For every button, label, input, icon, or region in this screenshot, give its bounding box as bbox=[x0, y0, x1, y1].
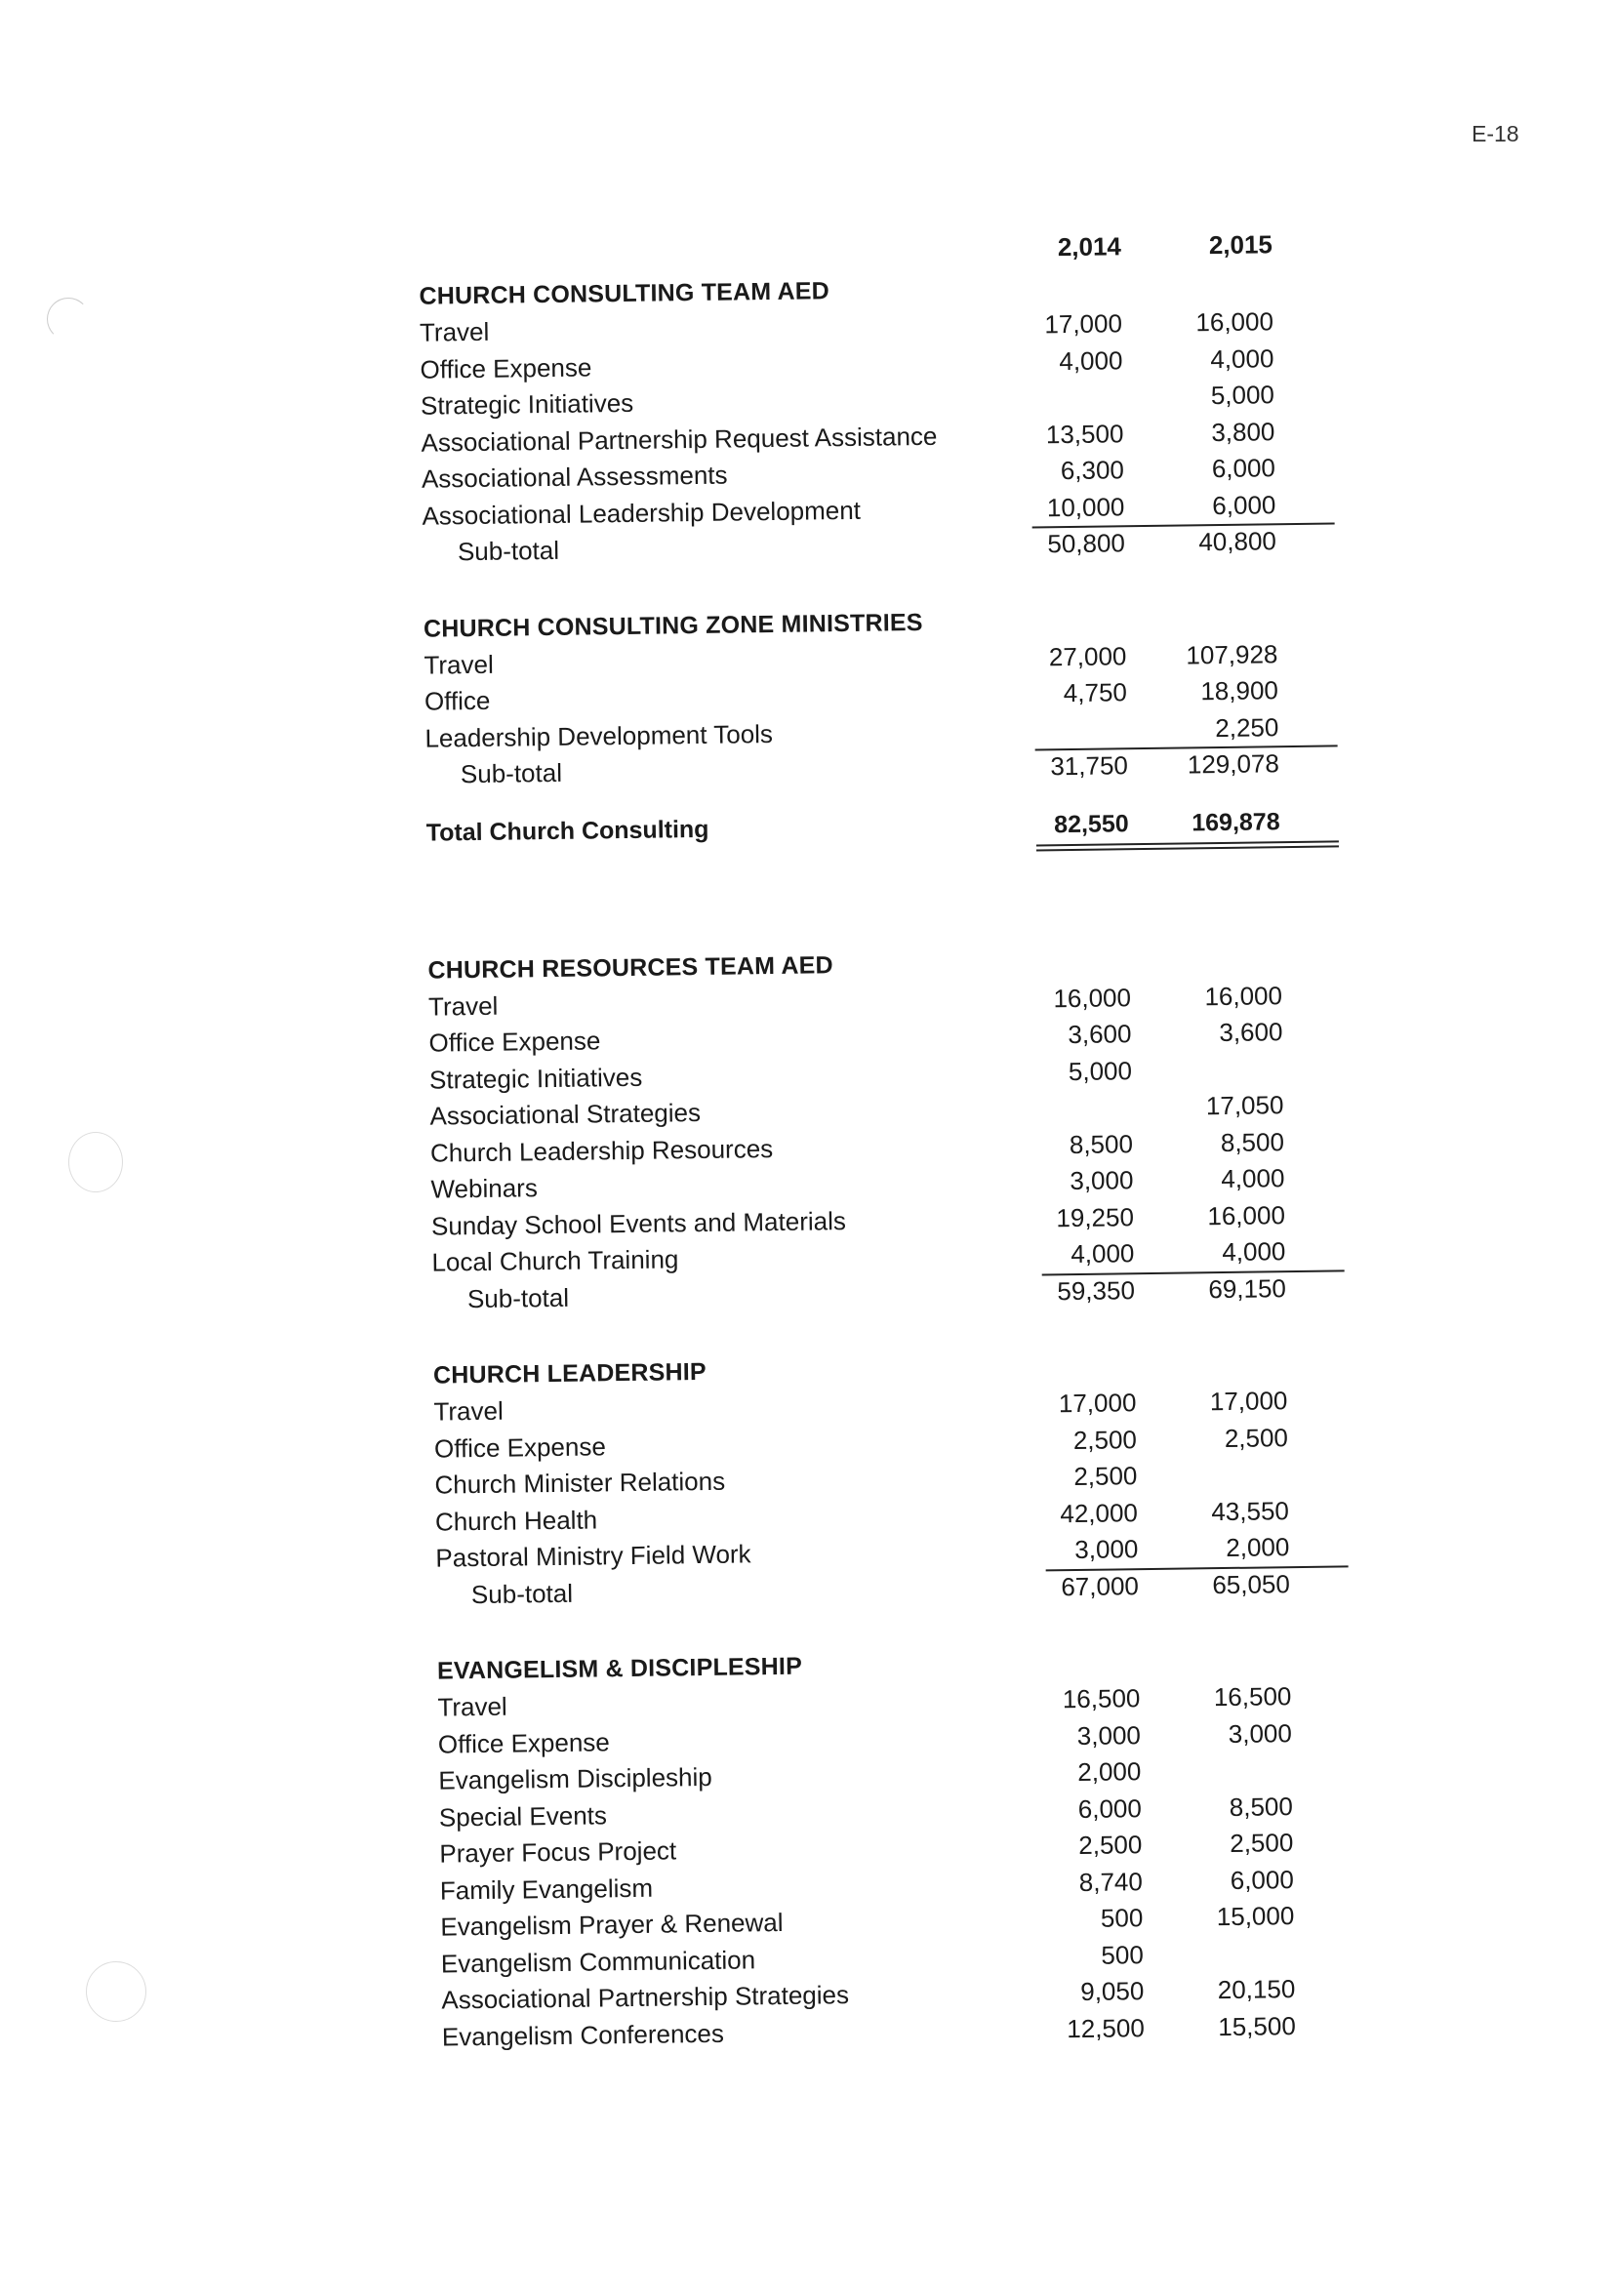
line-item-label: Travel bbox=[433, 1395, 504, 1427]
value-2015: 4,000 bbox=[1221, 1163, 1285, 1194]
value-2014: 4,000 bbox=[1071, 1238, 1135, 1269]
value-2015: 16,500 bbox=[1213, 1681, 1292, 1712]
line-item-label: Local Church Training bbox=[431, 1244, 679, 1277]
value-2014: 27,000 bbox=[1048, 640, 1127, 671]
value-2015: 4,000 bbox=[1210, 342, 1274, 374]
line-item-label: Evangelism Communication bbox=[440, 1944, 756, 1979]
line-item-label: Office Expense bbox=[433, 1430, 606, 1464]
subtotal-value-2015: 65,050 bbox=[1212, 1568, 1291, 1599]
value-2015: 6,000 bbox=[1212, 489, 1276, 520]
value-2015: 3,800 bbox=[1211, 416, 1275, 447]
year-header-2014: 2,014 bbox=[1057, 231, 1122, 262]
value-2015: 6,000 bbox=[1230, 1864, 1295, 1895]
value-2014: 2,500 bbox=[1078, 1830, 1143, 1860]
line-item-label: Prayer Focus Project bbox=[439, 1835, 677, 1869]
line-item-label: Office bbox=[424, 685, 491, 716]
value-2014: 6,300 bbox=[1060, 455, 1125, 486]
line-item-label: Special Events bbox=[438, 1799, 608, 1833]
value-2014: 500 bbox=[1100, 1903, 1144, 1933]
value-2014: 19,250 bbox=[1056, 1201, 1135, 1232]
line-item-label: Office Expense bbox=[420, 351, 592, 384]
subtotal-label: Sub-total bbox=[457, 535, 560, 567]
value-2014: 6,000 bbox=[1077, 1792, 1143, 1824]
line-item-label: Office Expense bbox=[428, 1026, 601, 1058]
line-item-label: Associational Leadership Development bbox=[422, 495, 862, 531]
value-2015: 43,550 bbox=[1211, 1495, 1290, 1526]
value-2015: 20,150 bbox=[1217, 1974, 1296, 2005]
value-2015: 5,000 bbox=[1210, 380, 1275, 411]
value-2014: 4,750 bbox=[1063, 677, 1128, 708]
value-2014: 17,000 bbox=[1044, 308, 1123, 340]
value-2015: 15,000 bbox=[1216, 1901, 1295, 1932]
year-header-2015: 2,015 bbox=[1208, 229, 1273, 261]
section-church-consulting-team-aed bbox=[419, 265, 1350, 571]
line-item-label: Associational Partnership Request Assistance bbox=[421, 421, 938, 458]
line-item-label: Church Minister Relations bbox=[434, 1466, 726, 1500]
page-number: E-18 bbox=[1472, 121, 1519, 146]
subtotal-value-2014: 31,750 bbox=[1050, 750, 1129, 782]
value-2015: 2,500 bbox=[1230, 1828, 1294, 1858]
line-item-label: Strategic Initiatives bbox=[428, 1062, 643, 1095]
value-2014: 2,500 bbox=[1072, 1424, 1138, 1455]
value-2014: 10,000 bbox=[1046, 491, 1125, 522]
section-title: CHURCH LEADERSHIP bbox=[432, 1357, 707, 1390]
line-item-label: Leadership Development Tools bbox=[424, 718, 774, 753]
subtotal-label: Sub-total bbox=[466, 1282, 570, 1313]
value-2014: 8,500 bbox=[1069, 1128, 1134, 1159]
value-2014: 2,500 bbox=[1073, 1461, 1138, 1492]
line-item-label: Associational Partnership Strategies bbox=[441, 1980, 850, 2015]
value-2014: 9,050 bbox=[1080, 1976, 1145, 2006]
value-2015: 107,928 bbox=[1186, 638, 1278, 669]
section-evangelism-and-discipleship bbox=[437, 1640, 1369, 2055]
subtotal-value-2014: 67,000 bbox=[1061, 1570, 1140, 1601]
line-item-label: Pastoral Ministry Field Work bbox=[435, 1539, 751, 1573]
value-2014: 3,600 bbox=[1068, 1019, 1132, 1050]
value-2014: 8,740 bbox=[1078, 1866, 1144, 1897]
total-label: Total Church Consulting bbox=[425, 815, 709, 847]
value-2015: 2,000 bbox=[1226, 1532, 1290, 1562]
value-2014: 17,000 bbox=[1058, 1388, 1137, 1419]
total-value-2014: 82,550 bbox=[1054, 809, 1129, 838]
total-value-2015: 169,878 bbox=[1192, 807, 1280, 836]
subtotal-label: Sub-total bbox=[470, 1578, 574, 1609]
value-2014: 13,500 bbox=[1045, 418, 1124, 449]
value-2015: 8,500 bbox=[1229, 1791, 1294, 1822]
line-item-label: Evangelism Prayer & Renewal bbox=[440, 1907, 784, 1942]
value-2014: 3,000 bbox=[1070, 1165, 1134, 1196]
line-item-label: Travel bbox=[427, 990, 499, 1022]
value-2015: 4,000 bbox=[1222, 1236, 1286, 1268]
value-2015: 17,050 bbox=[1205, 1090, 1284, 1121]
value-2015: 17,000 bbox=[1209, 1386, 1288, 1417]
value-2015: 2,500 bbox=[1224, 1422, 1289, 1453]
line-item-label: Travel bbox=[437, 1691, 507, 1722]
value-2015: 16,000 bbox=[1204, 980, 1283, 1011]
value-2015: 6,000 bbox=[1211, 453, 1276, 484]
line-item-label: Associational Assessments bbox=[421, 460, 728, 494]
value-2015: 16,000 bbox=[1207, 1199, 1286, 1230]
line-item-label: Sunday School Events and Materials bbox=[430, 1205, 847, 1241]
line-item-label: Associational Strategies bbox=[429, 1098, 702, 1131]
line-item-label: Webinars bbox=[430, 1173, 539, 1204]
value-2014: 4,000 bbox=[1059, 344, 1123, 376]
line-item-label: Travel bbox=[424, 649, 494, 680]
section-title: CHURCH CONSULTING ZONE MINISTRIES bbox=[423, 608, 923, 643]
value-2014: 12,500 bbox=[1067, 2012, 1145, 2043]
value-2015: 15,500 bbox=[1218, 2010, 1296, 2041]
value-2014: 5,000 bbox=[1068, 1055, 1133, 1086]
section-church-resources-team-aed bbox=[427, 940, 1359, 1318]
value-2015: 2,250 bbox=[1215, 711, 1279, 743]
section-title: EVANGELISM & DISCIPLESHIP bbox=[436, 1652, 803, 1685]
line-item-label: Family Evangelism bbox=[439, 1873, 654, 1906]
line-item-label: Strategic Initiatives bbox=[420, 387, 634, 421]
church-resources-sections bbox=[427, 940, 1369, 2056]
value-2015: 16,000 bbox=[1195, 306, 1274, 338]
subtotal-label: Sub-total bbox=[460, 757, 563, 789]
section-church-consulting-zone-ministries bbox=[424, 598, 1353, 793]
value-2014: 3,000 bbox=[1076, 1719, 1142, 1751]
value-2015: 3,000 bbox=[1228, 1717, 1293, 1749]
value-2014: 16,000 bbox=[1053, 982, 1132, 1013]
line-item-label: Church Leadership Resources bbox=[429, 1133, 774, 1168]
value-2014: 42,000 bbox=[1060, 1497, 1139, 1528]
line-item-label: Church Health bbox=[434, 1504, 598, 1537]
section-church-leadership bbox=[433, 1345, 1363, 1613]
subtotal-value-2014: 59,350 bbox=[1057, 1274, 1136, 1306]
church-consulting-sections bbox=[419, 265, 1353, 793]
total-church-consulting-row bbox=[425, 799, 1353, 854]
subtotal-value-2014: 50,800 bbox=[1047, 528, 1126, 559]
budget-table bbox=[419, 228, 1369, 2055]
value-2014: 500 bbox=[1101, 1939, 1145, 1970]
section-title: CHURCH CONSULTING TEAM AED bbox=[419, 277, 830, 310]
section-title: CHURCH RESOURCES TEAM AED bbox=[427, 950, 833, 985]
value-2014: 16,500 bbox=[1062, 1683, 1141, 1714]
subtotal-value-2015: 69,150 bbox=[1208, 1272, 1287, 1304]
value-2014: 2,000 bbox=[1077, 1756, 1142, 1788]
value-2014: 3,000 bbox=[1074, 1534, 1139, 1565]
value-2015: 18,900 bbox=[1200, 675, 1279, 706]
subtotal-value-2015: 129,078 bbox=[1187, 748, 1280, 780]
line-item-label: Evangelism Discipleship bbox=[438, 1761, 712, 1795]
subtotal-value-2015: 40,800 bbox=[1198, 526, 1277, 557]
value-2015: 3,600 bbox=[1219, 1017, 1283, 1048]
line-item-label: Evangelism Conferences bbox=[441, 2018, 725, 2052]
line-item-label: Office Expense bbox=[437, 1726, 610, 1759]
value-2015: 8,500 bbox=[1220, 1126, 1285, 1157]
line-item-label: Travel bbox=[419, 316, 490, 347]
